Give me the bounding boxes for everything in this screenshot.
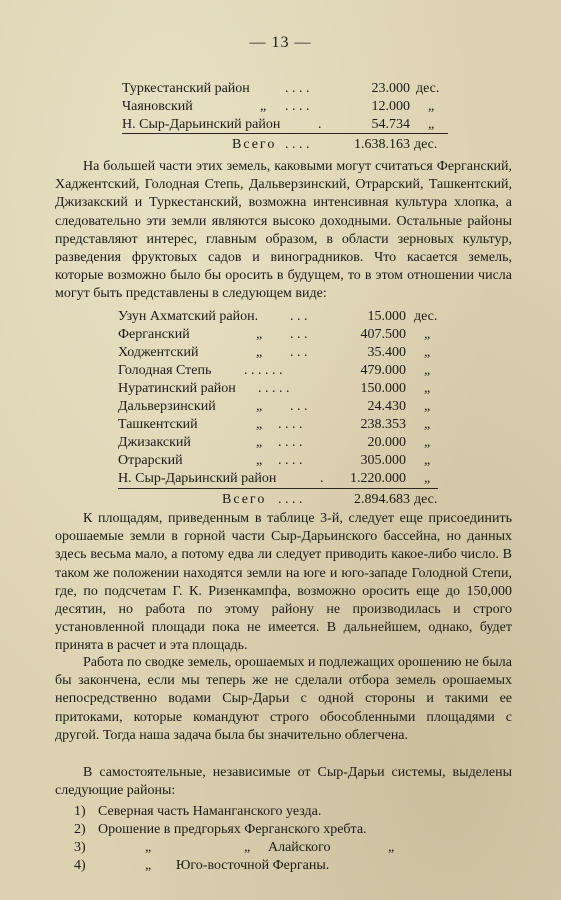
leader-dots: . . . <box>290 327 308 342</box>
leader-dots: . . . . . . <box>244 363 283 378</box>
area-value: 35.400 <box>367 345 406 360</box>
area-value: 238.353 <box>360 417 406 432</box>
district-name: Ташкентский <box>118 417 198 432</box>
district-name: Нуратинский район <box>118 381 236 396</box>
leader-dots: . . . . <box>285 99 310 114</box>
area-unit: „ <box>424 345 431 360</box>
leader-dots: . . . . . <box>258 381 290 396</box>
ditto-mark: „ <box>145 858 152 873</box>
area-value: 24.430 <box>367 399 406 414</box>
district-name: Н. Сыр-Дарьинский район <box>122 117 281 132</box>
list-text: Юго-восточной Ферганы. <box>176 858 330 873</box>
area-unit: „ <box>428 117 435 132</box>
area-value: 12.000 <box>371 99 410 114</box>
area-value: 1.220.000 <box>350 471 406 486</box>
list-number: 2) <box>74 822 86 837</box>
district-name: Узун Ахматский район. <box>118 309 259 324</box>
area-unit: „ <box>424 381 431 396</box>
area-unit: „ <box>424 327 431 342</box>
area-unit: „ <box>424 363 431 378</box>
total-value: 2.894.683 <box>354 492 410 507</box>
list-text: Орошение в предгорьях Ферганского хребта. <box>98 822 367 837</box>
leader-dots: . <box>318 117 322 132</box>
ditto-mark: „ <box>145 840 152 855</box>
paragraph-additional-areas: К площадям, приведенным в таблице 3-й, следует еще присоединить орошаемые земли в горной части Сыр-Дарьинского бассейна, но данных здесь весьма мало, а потому едва ли следует приводить какое-либо число. В таком же положении находятся земли на юге и юго-западе Голодной Степи, где, по подсчетам Г. К. Ризенкампфа, возможно оросить еще до 150,000 десятин, но работа по этому району не производилась и строго установленной площади пока не имеется. В дальнейшем, однако, будет принята в расчет и эта площадь. <box>55 511 512 654</box>
ditto-mark: „ <box>244 840 251 855</box>
district-name: Н. Сыр-Дарьинский район <box>118 471 277 486</box>
area-value: 54.734 <box>371 117 410 132</box>
ditto-mark: „ <box>256 417 263 432</box>
district-name: Ходжентский <box>118 345 199 360</box>
total-rule <box>118 488 438 489</box>
leader-dots: . . . . <box>278 453 303 468</box>
area-unit: „ <box>428 99 435 114</box>
district-name: Джизакский <box>118 435 191 450</box>
district-name: Отрарский <box>118 453 183 468</box>
area-unit: „ <box>424 471 431 486</box>
leader-dots: . <box>320 471 324 486</box>
district-name: Чаяновский <box>122 99 193 114</box>
ditto-mark: „ <box>260 99 267 114</box>
total-value: 1.638.163 <box>354 137 410 152</box>
area-unit: „ <box>424 435 431 450</box>
area-unit: дес. <box>414 309 438 324</box>
area-unit: „ <box>424 417 431 432</box>
leader-dots: . . . <box>290 309 308 324</box>
list-text: Алайского <box>268 840 331 855</box>
list-number: 3) <box>74 840 86 855</box>
paragraph-summary-work: Работа по сводке земель, орошаемых и подлежащих орошению не была бы закончена, если мы теперь же не сделали отбора земель орошаемых непосредственно водами Сыр-Дарьи с одной стороны и такими ее притоками, которые командуют строго обособленными площадями с другой. Тогда наша задача была бы значительно облегчена. <box>55 655 512 743</box>
ditto-mark: „ <box>388 840 395 855</box>
district-name: Ферганский <box>118 327 190 342</box>
paragraph-independent-districts: В самостоятельные, независимые от Сыр-Дарьи системы, выделены следующие районы: <box>55 765 512 799</box>
list-number: 1) <box>74 804 86 819</box>
area-value: 23.000 <box>371 81 410 96</box>
ditto-mark: „ <box>256 453 263 468</box>
total-unit: дес. <box>414 137 438 152</box>
leader-dots: . . . . <box>278 435 303 450</box>
area-value: 407.500 <box>360 327 406 342</box>
total-label: Всего <box>222 492 267 507</box>
page-number: — 13 — <box>249 34 312 51</box>
ditto-mark: „ <box>256 399 263 414</box>
area-unit: дес. <box>416 81 440 96</box>
area-value: 479.000 <box>360 363 406 378</box>
total-unit: дес. <box>414 492 438 507</box>
total-rule <box>122 133 448 134</box>
district-name: Дальверзинский <box>118 399 216 414</box>
ditto-mark: „ <box>256 345 263 360</box>
leader-dots: . . . <box>290 345 308 360</box>
leader-dots: . . . . <box>278 492 303 507</box>
area-value: 150.000 <box>360 381 406 396</box>
list-text: Северная часть Наманганского уезда. <box>98 804 322 819</box>
paragraph-cotton-lands: На большей части этих земель, каковыми могут считаться Ферганский, Хаджентский, Голодная Степь, Дальверзинский, Отрарский, Ташкентский, Джизакский и Туркестанский, возможна интенсивная культура хлопка, а следовательно эти земли являются высоко доходными. Остальные районы представляют интерес, главным образом, в области зерновых культур, разведения фруктовых садов и виноградников. Что касается земель, которые возможно было бы оросить в будущем, то в этом отношении числа могут быть представлены в следующем виде: <box>55 159 512 302</box>
ditto-mark: „ <box>256 435 263 450</box>
area-value: 15.000 <box>367 309 406 324</box>
area-unit: „ <box>424 453 431 468</box>
list-number: 4) <box>74 858 86 873</box>
area-value: 305.000 <box>360 453 406 468</box>
leader-dots: . . . . <box>285 137 310 152</box>
leader-dots: . . . . <box>285 81 310 96</box>
leader-dots: . . . <box>290 399 308 414</box>
ditto-mark: „ <box>256 327 263 342</box>
total-label: Всего <box>232 137 277 152</box>
area-value: 20.000 <box>367 435 406 450</box>
leader-dots: . . . . <box>278 417 303 432</box>
area-unit: „ <box>424 399 431 414</box>
district-name: Голодная Степь <box>118 363 212 378</box>
district-name: Туркестанский район <box>122 81 250 96</box>
